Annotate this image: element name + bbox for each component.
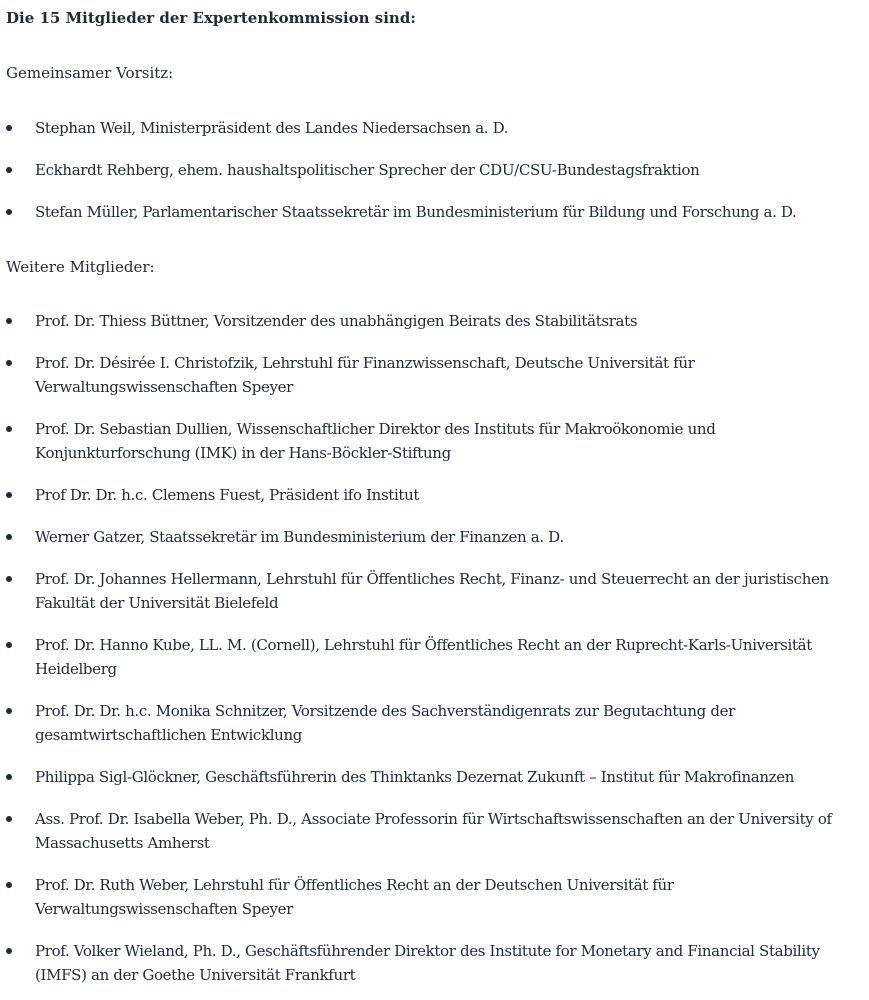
bullet-icon (6, 948, 12, 954)
bullet-icon (6, 576, 12, 582)
bullet-icon (6, 125, 12, 131)
bullet-icon (6, 642, 12, 648)
list-item-text: Eckhardt Rehberg, ehem. haushaltspolitischer Sprecher der CDU/CSU-Bundestagsfraktion (35, 161, 700, 179)
list-item-text: Prof. Dr. Dr. h.c. Monika Schnitzer, Vorsitzende des Sachverständigenrats zur Begutachtung der gesamtwirtschaftlichen Entwicklung (35, 702, 735, 744)
list-item-text: Stefan Müller, Parlamentarischer Staatssekretär im Bundesministerium für Bildung und Forschung a. D. (35, 203, 797, 221)
bullet-icon (6, 882, 12, 888)
bullet-icon (6, 209, 12, 215)
bullet-icon (6, 492, 12, 498)
list-item-text: Prof. Dr. Thiess Büttner, Vorsitzender des unabhängigen Beirats des Stabilitätsrats (35, 312, 638, 330)
list-item-text: Prof. Dr. Sebastian Dullien, Wissenschaftlicher Direktor des Instituts für Makroökonomie und Konjunkturforschung (IMK) in der Hans-Böckler-Stiftung (35, 420, 716, 462)
list-item-text: Stephan Weil, Ministerpräsident des Landes Niedersachsen a. D. (35, 119, 509, 137)
list-item-text: Ass. Prof. Dr. Isabella Weber, Ph. D., Associate Professorin für Wirtschaftswissenschaften an der University of Massachusetts Amherst (35, 810, 832, 852)
bullet-icon (6, 360, 12, 366)
bullet-icon (6, 708, 12, 714)
members-section-label: Weitere Mitglieder: (6, 258, 155, 276)
list-item-text: Prof. Dr. Désirée I. Christofzik, Lehrstuhl für Finanzwissenschaft, Deutsche Universität für Verwaltungswissenschaften Speyer (35, 354, 695, 396)
bullet-icon (6, 318, 12, 324)
bullet-icon (6, 774, 12, 780)
list-item-text: Prof Dr. Dr. h.c. Clemens Fuest, Präsident ifo Institut (35, 486, 420, 504)
list-item-text: Philippa Sigl-Glöckner, Geschäftsführerin des Thinktanks Dezernat Zukunft – Institut für Makrofinanzen (35, 768, 795, 786)
list-item-text: Prof. Dr. Johannes Hellermann, Lehrstuhl für Öffentliches Recht, Finanz- und Steuerrecht an der juristischen Fakultät der Universität Bielefeld (35, 570, 829, 612)
list-item-text: Prof. Volker Wieland, Ph. D., Geschäftsführender Direktor des Institute for Monetary and Financial Stability (IMFS) an der Goethe Universität Frankfurt (35, 942, 820, 984)
list-item-text: Prof. Dr. Ruth Weber, Lehrstuhl für Öffentliches Recht an der Deutschen Universität für Verwaltungswissenschaften Speyer (35, 876, 674, 918)
chair-section-label: Gemeinsamer Vorsitz: (6, 64, 174, 82)
bullet-icon (6, 167, 12, 173)
bullet-icon (6, 816, 12, 822)
bullet-icon (6, 426, 12, 432)
list-item-text: Werner Gatzer, Staatssekretär im Bundesministerium der Finanzen a. D. (35, 528, 564, 546)
bullet-icon (6, 534, 12, 540)
page-title: Die 15 Mitglieder der Expertenkommission sind: (6, 9, 416, 27)
list-item-text: Prof. Dr. Hanno Kube, LL. M. (Cornell), Lehrstuhl für Öffentliches Recht an der Ruprecht-Karls-Universität Heidelberg (35, 636, 812, 678)
